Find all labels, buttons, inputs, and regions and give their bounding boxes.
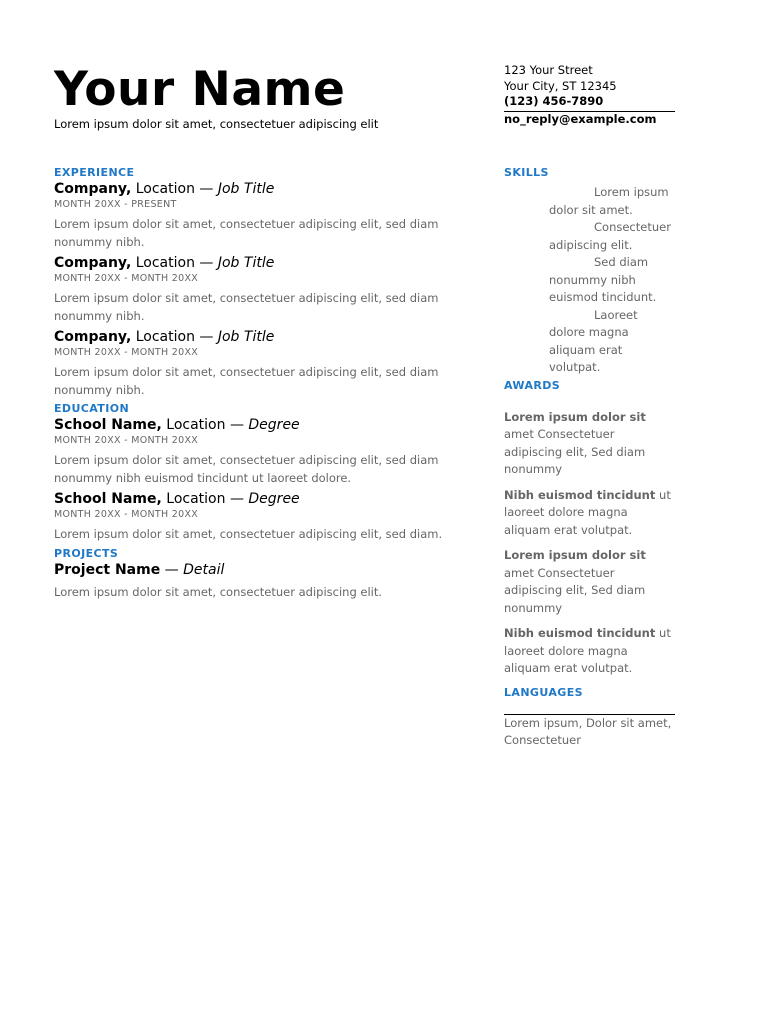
entry-description: Lorem ipsum dolor sit amet, consectetuer adipiscing elit, sed diam. — [54, 527, 443, 541]
project-name: Project Name — [54, 561, 161, 578]
entry-title — [54, 254, 444, 272]
entry-title — [54, 416, 444, 434]
entry-title — [54, 561, 444, 579]
entry-description: Lorem ipsum dolor sit amet, consectetuer adipiscing elit. — [54, 584, 383, 599]
resume-tagline: Lorem ipsum dolor sit amet, consectetuer adipiscing elit — [54, 117, 379, 131]
school-name: School Name, — [54, 491, 162, 507]
entry-location: Location — — [131, 255, 218, 271]
entry-description: Lorem ipsum dolor sit amet, consectetuer adipiscing elit, sed diam nonummy nibh. — [54, 291, 439, 323]
side-column — [504, 166, 675, 750]
award-text: amet Consectetuer adipiscing elit, Sed diam nonummy — [504, 565, 646, 615]
entry-location: Location — — [131, 181, 218, 197]
award-title: Lorem ipsum dolor sit — [504, 409, 646, 424]
entry-title — [54, 490, 444, 508]
entry-dates: MONTH 20XX - MONTH 20XX — [54, 509, 199, 520]
award-title: Nibh euismod tincidunt — [504, 487, 656, 502]
contact-phone: (123) 456-7890 — [504, 94, 675, 112]
experience-heading: EXPERIENCE — [54, 166, 135, 179]
entry-dates: MONTH 20XX - MONTH 20XX — [54, 347, 199, 358]
skill-item: Sed diam nonummy nibh euismod tincidunt. — [549, 255, 657, 304]
entry-description: Lorem ipsum dolor sit amet, consectetuer adipiscing elit, sed diam nonummy nibh euismod tincidunt ut laoreet dolore. — [54, 453, 439, 485]
entry-location: Location — — [161, 491, 249, 507]
award-item — [504, 487, 675, 540]
skill-item: Lorem ipsum dolor sit amet. — [549, 185, 669, 217]
job-title: Job Title — [217, 181, 275, 197]
projects-heading: PROJECTS — [54, 546, 119, 560]
entry-dates: MONTH 20XX - MONTH 20XX — [54, 273, 199, 284]
experience-entry — [54, 180, 444, 251]
entry-description: Lorem ipsum dolor sit amet, consectetuer adipiscing elit, sed diam nonummy nibh. — [54, 365, 439, 397]
company-name: Company, — [54, 329, 132, 345]
experience-entry — [54, 328, 444, 399]
entry-location: Location — — [131, 329, 218, 345]
entry-title — [54, 328, 444, 346]
project-detail: Detail — [183, 561, 225, 578]
project-entry — [54, 561, 444, 602]
skills-list — [504, 184, 675, 377]
award-item — [504, 625, 675, 678]
contact-email[interactable]: no_reply@example.com — [504, 111, 657, 126]
contact-city: Your City, ST 12345 — [504, 78, 617, 93]
degree: Degree — [248, 417, 300, 433]
company-name: Company, — [54, 181, 132, 197]
skill-item: Consectetuer adipiscing elit. — [549, 220, 671, 252]
entry-separator: — — [160, 561, 184, 578]
education-entry — [54, 416, 444, 487]
languages-heading: LANGUAGES — [504, 685, 583, 699]
entry-dates: MONTH 20XX - MONTH 20XX — [54, 435, 199, 446]
education-heading: EDUCATION — [54, 402, 130, 415]
skills-heading: SKILLS — [504, 166, 549, 179]
award-title: Lorem ipsum dolor sit — [504, 548, 646, 562]
entry-dates: MONTH 20XX - PRESENT — [54, 199, 177, 210]
job-title: Job Title — [217, 255, 275, 271]
entry-location: Location — — [161, 417, 249, 433]
awards-list — [504, 409, 675, 678]
skill-item: Laoreet dolore magna aliquam erat volutpat. — [549, 307, 638, 374]
contact-street: 123 Your Street — [504, 63, 593, 77]
education-entry — [54, 490, 444, 544]
contact-block — [504, 63, 675, 127]
award-title: Nibh euismod tincidunt — [504, 626, 656, 640]
company-name: Company, — [54, 255, 132, 271]
entry-title — [54, 180, 444, 198]
resume-name: Your Name — [54, 62, 346, 117]
award-text: amet Consectetuer adipiscing elit, Sed diam nonummy — [504, 427, 646, 476]
languages-text: Lorem ipsum, Dolor sit amet, Consectetuer — [504, 715, 672, 747]
job-title: Job Title — [217, 329, 275, 345]
award-text: ut laoreet dolore magna aliquam erat volutpat. — [504, 626, 671, 675]
entry-description: Lorem ipsum dolor sit amet, consectetuer adipiscing elit, sed diam nonummy nibh. — [54, 217, 439, 249]
awards-heading: AWARDS — [504, 378, 561, 392]
experience-entry — [54, 254, 444, 325]
school-name: School Name, — [54, 417, 162, 433]
award-item — [504, 409, 675, 479]
award-item — [504, 547, 675, 617]
award-text: ut laoreet dolore magna aliquam erat volutpat. — [504, 487, 671, 537]
main-column — [54, 166, 444, 604]
degree: Degree — [248, 491, 300, 507]
